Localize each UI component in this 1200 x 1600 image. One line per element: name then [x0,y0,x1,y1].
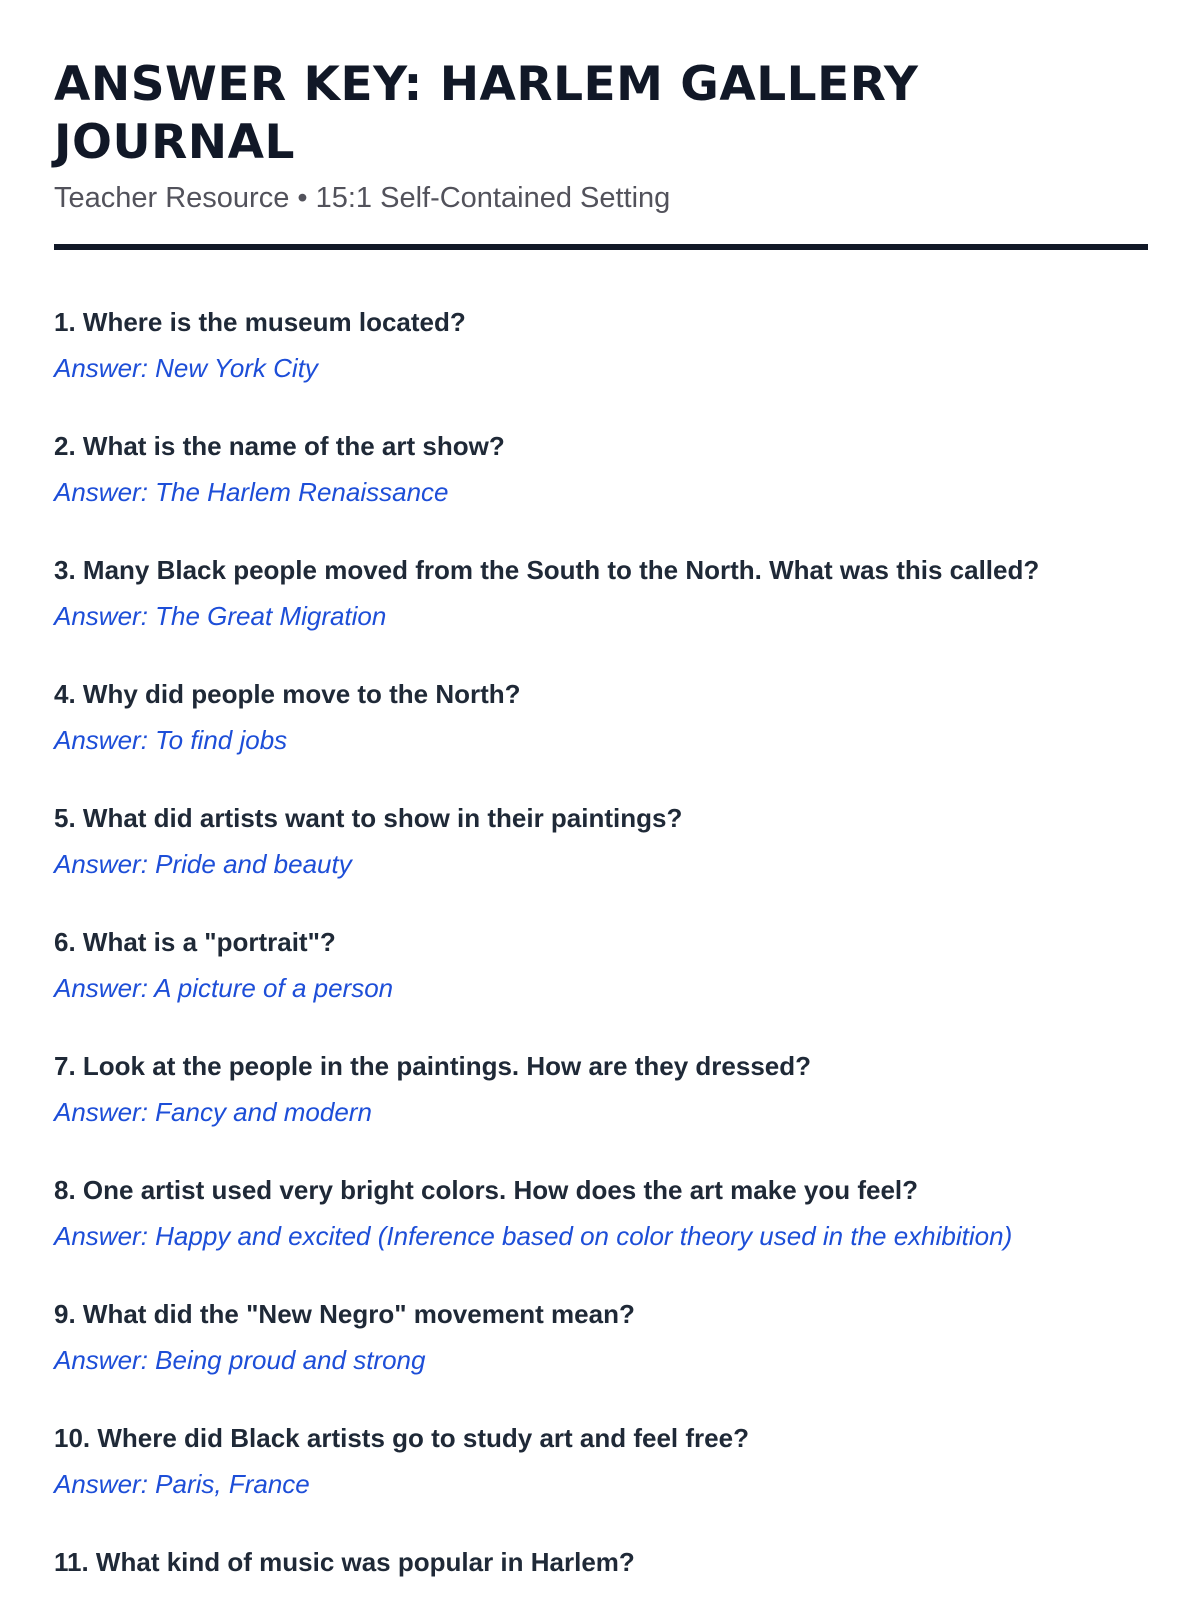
question-item [54,802,1146,926]
question-item [54,306,1146,430]
question-text: 4. Why did people move to the North? [54,679,521,709]
question-text: 7. Look at the people in the paintings. How are they dressed? [54,1051,812,1081]
page-title: ANSWER KEY: HARLEM GALLERY JOURNAL [54,57,919,170]
answer-text: Answer: A picture of a person [54,973,394,1003]
question-text: 5. What did artists want to show in their paintings? [54,803,683,833]
answer-text: Answer: Fancy and modern [54,1097,372,1127]
answer-text: Answer: The Great Migration [54,601,387,631]
answer-text: Answer: Pride and beauty [54,849,352,879]
page-subtitle: Teacher Resource • 15:1 Self-Contained Setting [54,182,671,214]
question-text: 11. What kind of music was popular in Harlem? [54,1547,635,1577]
question-item [54,554,1146,678]
header-divider [54,244,1148,250]
answer-text: Answer: Paris, France [54,1469,310,1499]
question-item [54,1050,1146,1174]
question-item [54,430,1146,554]
question-item [54,1298,1146,1422]
question-item [54,1422,1146,1546]
question-text: 9. What did the "New Negro" movement mean? [54,1299,635,1329]
question-text: 8. One artist used very bright colors. How does the art make you feel? [54,1175,919,1205]
question-text: 1. Where is the museum located? [54,307,466,337]
answer-text: Answer: The Harlem Renaissance [54,477,449,507]
question-item [54,1174,1146,1298]
answer-text: Answer: Being proud and strong [54,1345,426,1375]
question-text: 2. What is the name of the art show? [54,431,505,461]
question-text: 10. Where did Black artists go to study art and feel free? [54,1423,749,1453]
question-item [54,678,1146,802]
question-text: 3. Many Black people moved from the South to the North. What was this called? [54,555,1040,585]
question-item [54,926,1146,1050]
question-list [54,306,1146,1600]
question-item [54,1546,1146,1600]
answer-text: Answer: To find jobs [54,725,288,755]
answer-text: Answer: Happy and excited (Inference based on color theory used in the exhibition) [54,1221,1013,1251]
question-text: 6. What is a "portrait"? [54,927,336,957]
answer-text: Answer: New York City [54,353,318,383]
